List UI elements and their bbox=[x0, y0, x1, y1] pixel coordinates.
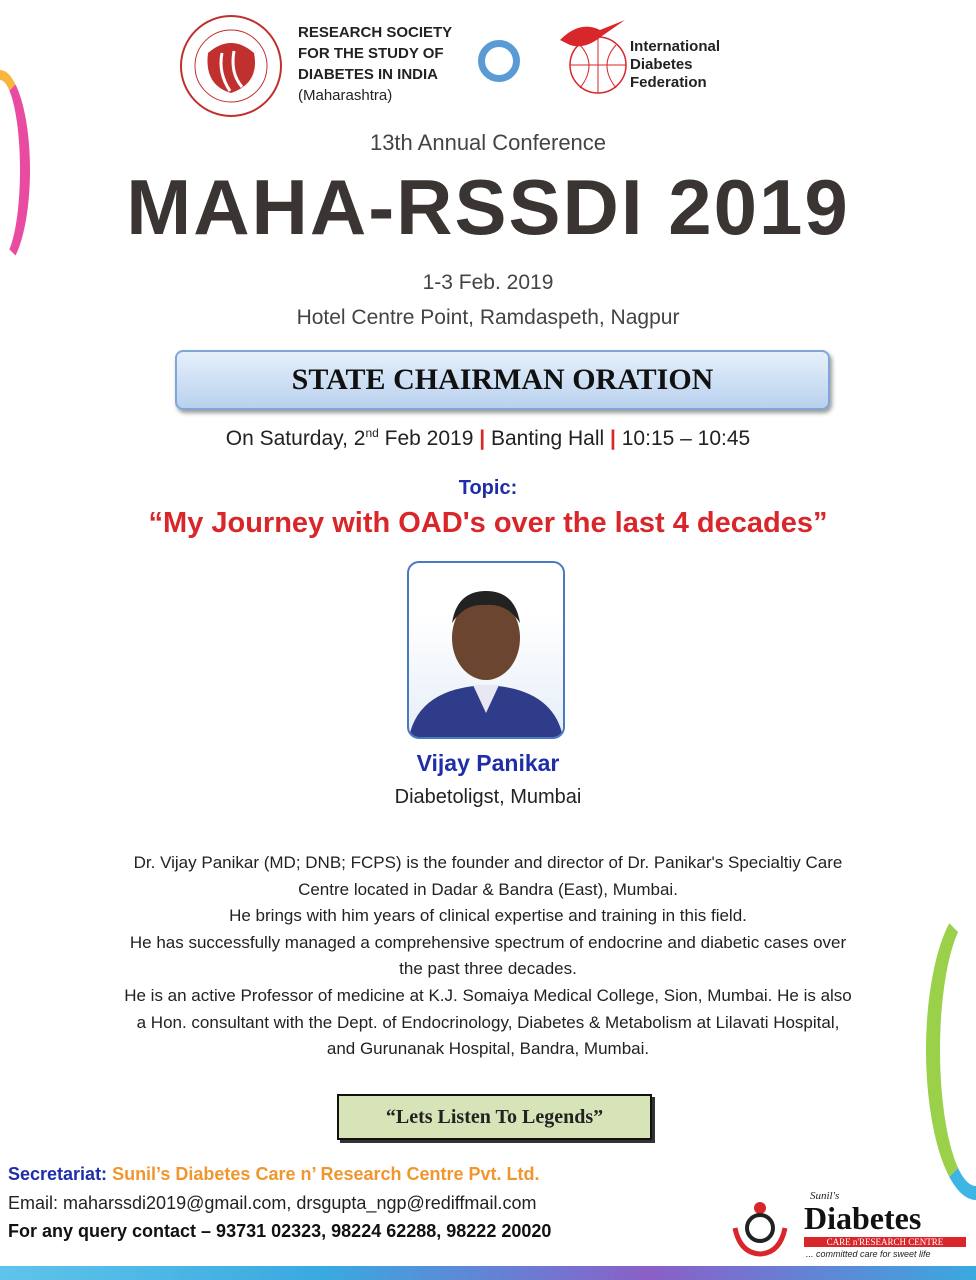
bio-line: Centre located in Dadar & Bandra (East), Mumbai. bbox=[298, 879, 678, 899]
logo-band: CARE n'RESEARCH CENTRE bbox=[804, 1237, 966, 1247]
secretariat-label: Secretariat: bbox=[8, 1164, 108, 1184]
bio-line: and Gurunanak Hospital, Bandra, Mumbai. bbox=[326, 1039, 650, 1059]
decorative-bottom-bar bbox=[0, 1266, 976, 1280]
separator: | bbox=[610, 427, 616, 450]
conference-title: MAHA-RSSDI 2019 bbox=[126, 163, 850, 251]
session-date: Feb 2019 bbox=[378, 427, 480, 450]
topic-title: “My Journey with OAD's over the last 4 decades” bbox=[148, 507, 828, 539]
org-line: DIABETES IN INDIA bbox=[298, 66, 439, 83]
speaker-name: Vijay Panikar bbox=[416, 750, 560, 776]
session-banner: STATE CHAIRMAN ORATION bbox=[175, 350, 830, 410]
session-time: 10:15 – 10:45 bbox=[615, 427, 751, 450]
idf-line: Federation bbox=[630, 74, 707, 91]
speaker-role: Diabetoligst, Mumbai bbox=[394, 786, 582, 808]
person-icon bbox=[409, 563, 563, 737]
logo-slogan: ... committed care for sweet life bbox=[806, 1249, 931, 1259]
tagline-box: “Lets Listen To Legends” bbox=[337, 1094, 652, 1140]
logo-main: Diabetes bbox=[804, 1200, 922, 1236]
care-hands-icon bbox=[730, 1198, 790, 1258]
bio-line: Dr. Vijay Panikar (MD; DNB; FCPS) is the founder and director of Dr. Panikar's Specialtiy Care bbox=[133, 853, 843, 872]
org-line: FOR THE STUDY OF bbox=[298, 45, 444, 62]
org-name bbox=[298, 22, 452, 106]
day-suffix: nd bbox=[365, 426, 379, 440]
decorative-swirl bbox=[926, 900, 976, 1200]
bio-line: a Hon. consultant with the Dept. of Endocrinology, Diabetes & Metabolism at Lilavati Hospital, bbox=[136, 1012, 840, 1032]
rssdi-logo bbox=[178, 13, 284, 119]
conference-edition: 13th Annual Conference bbox=[369, 130, 607, 155]
separator: | bbox=[479, 427, 486, 450]
idf-line: Diabetes bbox=[630, 56, 693, 73]
topic-label: Topic: bbox=[458, 477, 518, 499]
logo-top: Sunil's bbox=[810, 1190, 840, 1202]
bio-line: He has successfully managed a comprehensive spectrum of endocrine and diabetic cases over bbox=[129, 932, 847, 952]
idf-logo bbox=[550, 10, 630, 100]
bio-line: He brings with him years of clinical expertise and training in this field. bbox=[229, 906, 747, 926]
idf-line: International bbox=[630, 38, 721, 55]
secretariat-name: Sunil’s Diabetes Care n’ Research Centre Pvt. Ltd. bbox=[107, 1164, 540, 1184]
speaker-bio bbox=[60, 850, 916, 1063]
org-line: RESEARCH SOCIETY bbox=[298, 24, 453, 41]
conference-venue: Hotel Centre Point, Ramdaspeth, Nagpur bbox=[296, 306, 680, 329]
blue-circle-icon bbox=[478, 40, 520, 82]
contact-email: Email: maharssdi2019@gmail.com, drsgupta_ngp@rediffmail.com bbox=[8, 1193, 537, 1213]
session-day: On Saturday, 2 bbox=[225, 427, 366, 450]
secretariat bbox=[8, 1160, 540, 1188]
session-hall: Banting Hall bbox=[485, 427, 611, 450]
contact-phone: For any query contact – 93731 02323, 98224 62288, 98222 20020 bbox=[8, 1221, 552, 1241]
conference-dates: 1-3 Feb. 2019 bbox=[422, 271, 554, 294]
idf-name bbox=[630, 38, 720, 92]
speaker-photo bbox=[407, 561, 565, 739]
org-region: (Maharashtra) bbox=[298, 87, 393, 104]
session-schedule bbox=[0, 426, 976, 451]
bio-line: He is an active Professor of medicine at K.J. Somaiya Medical College, Sion, Mumbai. He is also bbox=[124, 985, 852, 1005]
sunils-diabetes-logo bbox=[730, 1190, 970, 1262]
bio-line: the past three decades. bbox=[399, 959, 577, 979]
